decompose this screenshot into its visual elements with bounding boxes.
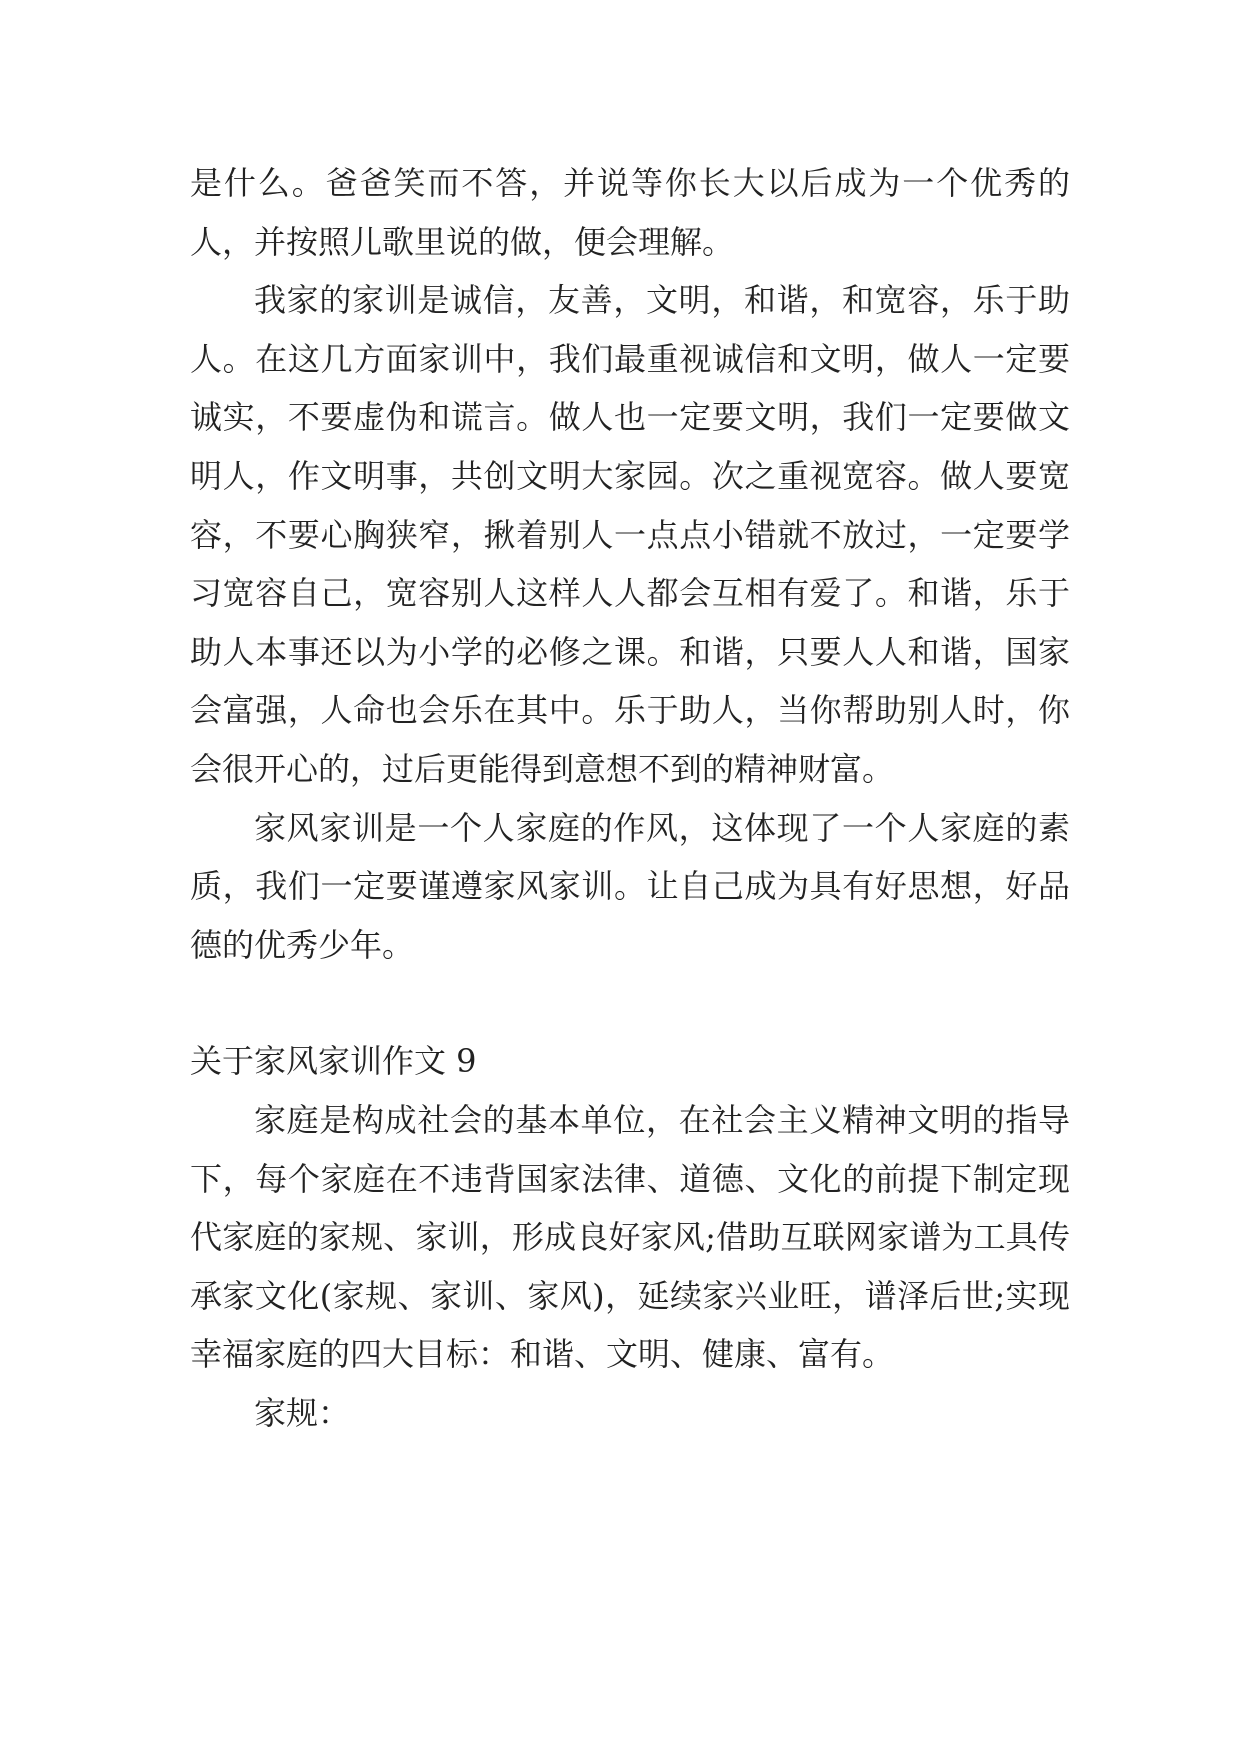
document-body bbox=[190, 154, 1070, 1442]
paragraph-family-rules-label: 家规： bbox=[254, 1393, 351, 1432]
section-spacer bbox=[190, 974, 1070, 1032]
paragraph-family-intro: 家庭是构成社会的基本单位，在社会主义精神文明的指导下，每个家庭在不违背国家法律、道德、文化的前提下制定现代家庭的家规、家训，形成良好家风;借助互联网家谱为工具传承家文化(家规、家训、家风)，延续家兴业旺，谱泽后世;实现幸福家庭的四大目标：和谐、文明、健康、富有。 bbox=[190, 1100, 1070, 1374]
paragraph-continuation: 是什么。爸爸笑而不答，并说等你长大以后成为一个优秀的人，并按照儿歌里说的做，便会理解。 bbox=[190, 164, 1070, 261]
section-title: 关于家风家训作文 9 bbox=[190, 1042, 477, 1081]
paragraph-conclusion: 家风家训是一个人家庭的作风，这体现了一个人家庭的素质，我们一定要谨遵家风家训。让自己成为具有好思想，好品德的优秀少年。 bbox=[190, 808, 1070, 964]
paragraph-family-motto: 我家的家训是诚信，友善，文明，和谐，和宽容，乐于助人。在这几方面家训中，我们最重视诚信和文明，做人一定要诚实，不要虚伪和谎言。做人也一定要文明，我们一定要做文明人，作文明事，共创文明大家园。次之重视宽容。做人要宽容，不要心胸狭窄，揪着别人一点点小错就不放过，一定要学习宽容自己，宽容别人这样人人都会互相有爱了。和谐，乐于助人本事还以为小学的必修之课。和谐，只要人人和谐，国家会富强，人命也会乐在其中。乐于助人，当你帮助别人时，你会很开心的，过后更能得到意想不到的精神财富。 bbox=[190, 281, 1070, 788]
